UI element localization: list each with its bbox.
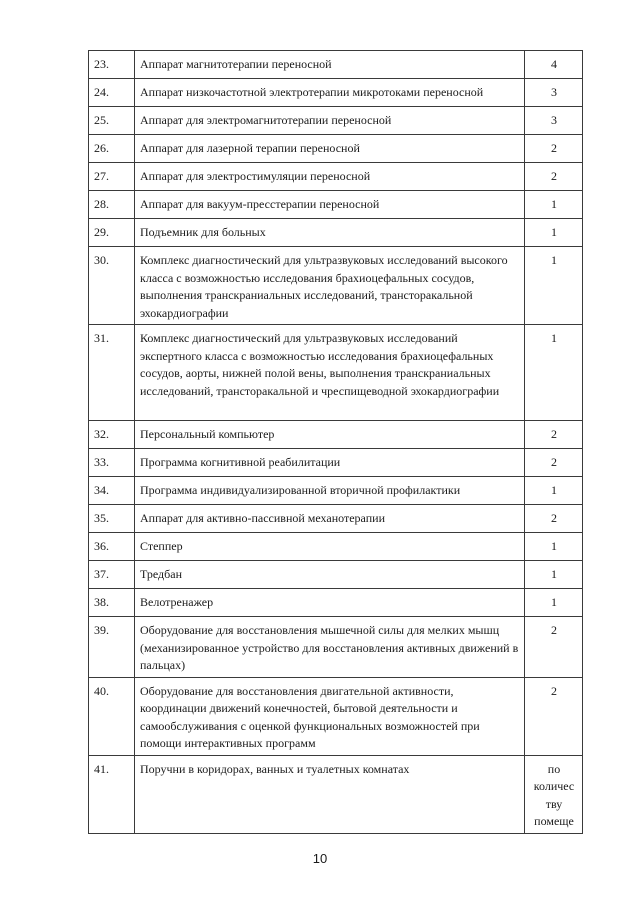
table-row [89,477,583,505]
row-number: 26. [89,135,135,163]
row-number: 32. [89,421,135,449]
row-number: 34. [89,477,135,505]
row-number: 39. [89,617,135,678]
table-row [89,589,583,617]
equipment-name: Аппарат для активно-пассивной механотерапии [135,505,525,533]
table-row [89,755,583,833]
equipment-quantity: 1 [525,247,583,325]
equipment-name: Степпер [135,533,525,561]
table-row [89,247,583,325]
table-row [89,421,583,449]
equipment-name: Велотренажер [135,589,525,617]
equipment-quantity: 2 [525,135,583,163]
row-number: 29. [89,219,135,247]
equipment-name: Аппарат для электромагнитотерапии переносной [135,107,525,135]
equipment-quantity: 2 [525,449,583,477]
equipment-name: Комплекс диагностический для ультразвуковых исследований экспертного класса с возможностью исследования брахиоцефальных сосудов, аорты, нижней полой вены, выполнения транскраниальных исследований, трансторакальной и чреспищеводной эхокардиографии [135,325,525,421]
table-row [89,79,583,107]
equipment-quantity: 2 [525,505,583,533]
row-number: 24. [89,79,135,107]
row-number: 38. [89,589,135,617]
equipment-name: Комплекс диагностический для ультразвуковых исследований высокого класса с возможностью исследования брахиоцефальных сосудов, выполнения транскраниальных исследований, трансторакальной эхокардиографии [135,247,525,325]
row-number: 36. [89,533,135,561]
equipment-name: Программа когнитивной реабилитации [135,449,525,477]
row-number: 28. [89,191,135,219]
row-number: 23. [89,51,135,79]
row-number: 35. [89,505,135,533]
equipment-quantity: 2 [525,617,583,678]
equipment-name: Программа индивидуализированной вторичной профилактики [135,477,525,505]
row-number: 31. [89,325,135,421]
row-number: 30. [89,247,135,325]
equipment-name: Аппарат для электростимуляции переносной [135,163,525,191]
equipment-quantity: 2 [525,421,583,449]
equipment-quantity: 1 [525,477,583,505]
table-row [89,107,583,135]
row-number: 27. [89,163,135,191]
equipment-quantity: по количес тву помеще [525,755,583,833]
equipment-quantity: 2 [525,163,583,191]
equipment-quantity: 2 [525,677,583,755]
equipment-quantity: 1 [525,589,583,617]
row-number: 40. [89,677,135,755]
table-row [89,163,583,191]
row-number: 41. [89,755,135,833]
equipment-name: Аппарат для вакуум-пресстерапии переносной [135,191,525,219]
equipment-name: Поручни в коридорах, ванных и туалетных комнатах [135,755,525,833]
equipment-quantity: 1 [525,219,583,247]
equipment-name: Аппарат для лазерной терапии переносной [135,135,525,163]
equipment-name: Оборудование для восстановления мышечной силы для мелких мышц (механизированное устройство для восстановления активных движений в пальцах) [135,617,525,678]
table-row [89,219,583,247]
equipment-name: Подъемник для больных [135,219,525,247]
equipment-quantity: 1 [525,533,583,561]
table-row [89,533,583,561]
equipment-quantity: 3 [525,79,583,107]
equipment-name: Персональный компьютер [135,421,525,449]
equipment-quantity: 3 [525,107,583,135]
equipment-name: Тредбан [135,561,525,589]
equipment-table-body [89,51,583,834]
table-row [89,617,583,678]
equipment-table [88,50,583,834]
table-row [89,135,583,163]
table-row [89,51,583,79]
equipment-quantity: 1 [525,561,583,589]
table-row [89,449,583,477]
page-number: 10 [312,851,328,866]
table-row [89,191,583,219]
equipment-name: Оборудование для восстановления двигательной активности, координации движений конечностей, бытовой деятельности и самообслуживания с оценкой функциональных возможностей при помощи интерактивных программ [135,677,525,755]
equipment-quantity: 4 [525,51,583,79]
row-number: 25. [89,107,135,135]
equipment-quantity: 1 [525,191,583,219]
equipment-name: Аппарат магнитотерапии переносной [135,51,525,79]
table-row [89,677,583,755]
row-number: 33. [89,449,135,477]
table-row [89,561,583,589]
table-row [89,325,583,421]
equipment-quantity: 1 [525,325,583,421]
equipment-name: Аппарат низкочастотной электротерапии микротоками переносной [135,79,525,107]
table-row [89,505,583,533]
row-number: 37. [89,561,135,589]
